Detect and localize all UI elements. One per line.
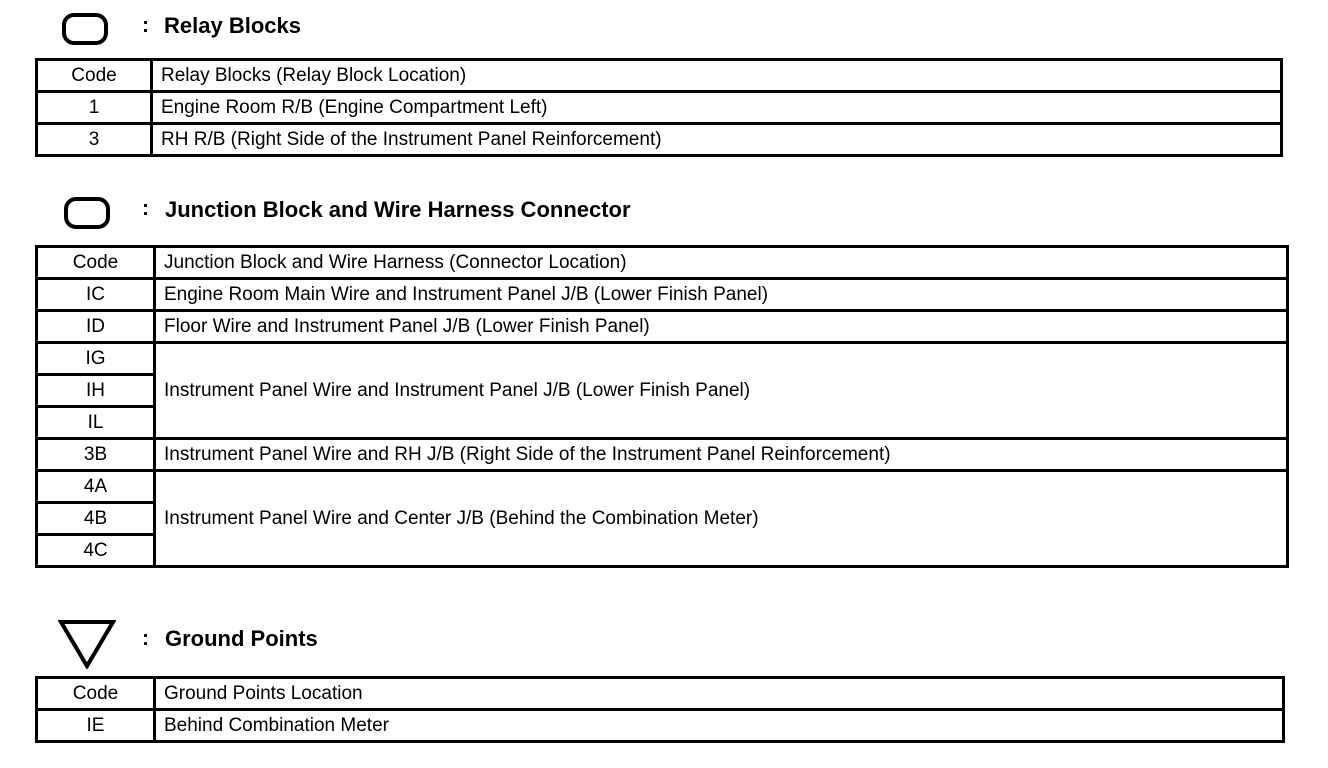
table-row (37, 279, 1288, 311)
code-cell: 4B (37, 503, 155, 535)
table-header-row (37, 678, 1284, 710)
junction-colon: : (142, 197, 149, 220)
code-cell: 4C (37, 535, 155, 567)
oval-icon (62, 13, 108, 45)
triangle-down-icon (58, 619, 116, 669)
table-header-row (37, 60, 1282, 92)
table-row (37, 439, 1288, 471)
code-cell: IG (37, 343, 155, 375)
location-cell: Behind Combination Meter (155, 710, 1284, 742)
code-cell: 1 (37, 92, 152, 124)
location-cell: Instrument Panel Wire and RH J/B (Right Side of the Instrument Panel Reinforcement) (155, 439, 1288, 471)
location-cell: Instrument Panel Wire and Instrument Panel J/B (Lower Finish Panel) (155, 343, 1288, 439)
table-row (37, 710, 1284, 742)
table-row (37, 343, 1288, 375)
ground-title: Ground Points (165, 626, 318, 651)
code-header: Code (37, 678, 155, 710)
location-cell: RH R/B (Right Side of the Instrument Panel Reinforcement) (152, 124, 1282, 156)
relay-table (35, 58, 1283, 157)
location-cell: Instrument Panel Wire and Center J/B (Behind the Combination Meter) (155, 471, 1288, 567)
location-cell: Engine Room Main Wire and Instrument Panel J/B (Lower Finish Panel) (155, 279, 1288, 311)
location-cell: Floor Wire and Instrument Panel J/B (Lower Finish Panel) (155, 311, 1288, 343)
code-cell: 3 (37, 124, 152, 156)
code-cell: IL (37, 407, 155, 439)
code-cell: ID (37, 311, 155, 343)
location-header: Junction Block and Wire Harness (Connector Location) (155, 247, 1288, 279)
code-cell: 4A (37, 471, 155, 503)
location-cell: Engine Room R/B (Engine Compartment Left) (152, 92, 1282, 124)
table-header-row (37, 247, 1288, 279)
oval-icon (64, 197, 110, 229)
table-row (37, 124, 1282, 156)
code-header: Code (37, 60, 152, 92)
junction-table (35, 245, 1289, 568)
table-row (37, 92, 1282, 124)
code-cell: 3B (37, 439, 155, 471)
relay-colon: : (142, 14, 149, 37)
code-header: Code (37, 247, 155, 279)
code-cell: IC (37, 279, 155, 311)
table-row (37, 311, 1288, 343)
junction-title: Junction Block and Wire Harness Connector (165, 197, 631, 222)
code-cell: IH (37, 375, 155, 407)
location-header: Relay Blocks (Relay Block Location) (152, 60, 1282, 92)
relay-title: Relay Blocks (164, 13, 301, 38)
code-cell: IE (37, 710, 155, 742)
location-header: Ground Points Location (155, 678, 1284, 710)
ground-colon: : (142, 627, 149, 650)
table-row (37, 471, 1288, 503)
ground-table (35, 676, 1285, 743)
